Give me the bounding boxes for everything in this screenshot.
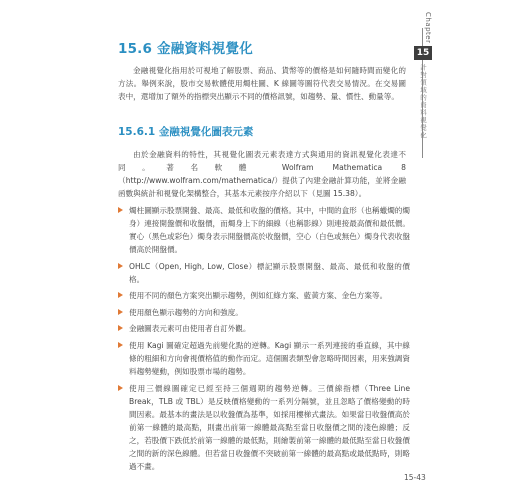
page-number: 15-43 (404, 473, 426, 482)
section-heading: 15.6 金融資料視覺化 (118, 41, 253, 57)
chapter-title: 計對領域的資料視覺化 (419, 64, 427, 139)
bullet-text: 使用顏色顯示趨勢的方向和強度。 (129, 307, 243, 317)
bullet-item-candlestick (118, 204, 410, 256)
bullet-text: 燭柱圖顯示股票開盤、最高、最低和收盤的價格。其中，中間的盒形（也稱蠟燭的燭身）連接開盤價和收盤價，而燭身上下的細線（也稱影線）則連接最高價和最低價。實心（黑色或彩色）燭身表示開盤價高於收盤價，空心（白色或無色）燭身代表收盤價高於開盤價。 (129, 206, 410, 254)
section-intro: 金融視覺化指用於可視地了解股票、商品、貨幣等的價格是如何隨時間而變化的方法。舉例來說，股市交易軟體使用燭柱圖、K 線圖等圖符代表交易情況。在交易圖表中，還增加了額外的指標突出顯示不同的價格訊號，如趨勢、量、慣性、動量等。 (118, 66, 406, 101)
bullet-arrow-icon (118, 325, 123, 331)
bullet-list (118, 204, 410, 476)
bullet-arrow-icon (118, 309, 123, 315)
bullet-text: 使用 Kagi 圖確定超過先前變化點的逆轉。Kagi 顯示一系列連接的垂直線，其中線條的粗細和方向會視價格值的動作而定。這個圖表類型會忽略時間因素，用來強調資料趨勢變動，例如股票市場的趨勢。 (129, 340, 410, 376)
chapter-word: Chapter (424, 12, 432, 44)
bullet-arrow-icon (118, 292, 123, 298)
bullet-arrow-icon (118, 263, 123, 269)
bullet-arrow-icon (118, 385, 123, 391)
bullet-item-trend-color (118, 306, 410, 319)
bullet-item-ohlc (118, 260, 410, 286)
bullet-text: 金融圖表元素可由使用者自訂外觀。 (129, 324, 251, 334)
subsection-intro: 由於金融資料的特性，其視覺化圖表元素表達方式與通用的資訊視覺化表達不同。著名軟體 Wolfram Mathematica 8（http://www.wolfram.com/mathematica/）提供了內建金融計算功能，並將金融函數與統計和視覺化架構整合，其基本元素按序介紹以下（見圖 15.38）。 (118, 150, 406, 198)
bullet-item-custom-appearance (118, 322, 410, 335)
bullet-arrow-icon (118, 207, 123, 213)
bullet-item-color-scheme (118, 289, 410, 302)
bullet-text: 使用三價線圖確定已經至持三個週期的趨勢逆轉。三價線指標（Three Line Break，TLB 或 TBL）是反映價格變動的一系列分隔號，並且忽略了價格變動的時間因素。最基本的畫法是以收盤價為基準，如採用樓梯式畫法。如果當日收盤價高於前第一線體的最高點，則畫出前第一線體最高點至當日收盤價之間的淺色線體；反之，若股價下跌低於前第一線體的最低點，則繪製前第一線體的最低點至當日收盤價之間的新的深色線體。但若當日收盤價不突破前第一線體的最高點或最低點時，則略過不畫。 (129, 383, 410, 471)
subsection-heading: 15.6.1 金融視覺化圖表元素 (118, 126, 254, 138)
bullet-item-kagi (118, 339, 410, 378)
chapter-number-badge: 15 (414, 46, 432, 60)
bullet-text: OHLC（Open, High, Low, Close）標記顯示股票開盤、最高、最低和收盤的價格。 (129, 261, 410, 284)
bullet-item-three-line-break (118, 382, 410, 473)
bullet-text: 使用不同的顏色方案突出顯示趨勢，例如紅綠方案、藍黃方案、金色方案等。 (129, 291, 388, 301)
bullet-arrow-icon (118, 342, 123, 348)
